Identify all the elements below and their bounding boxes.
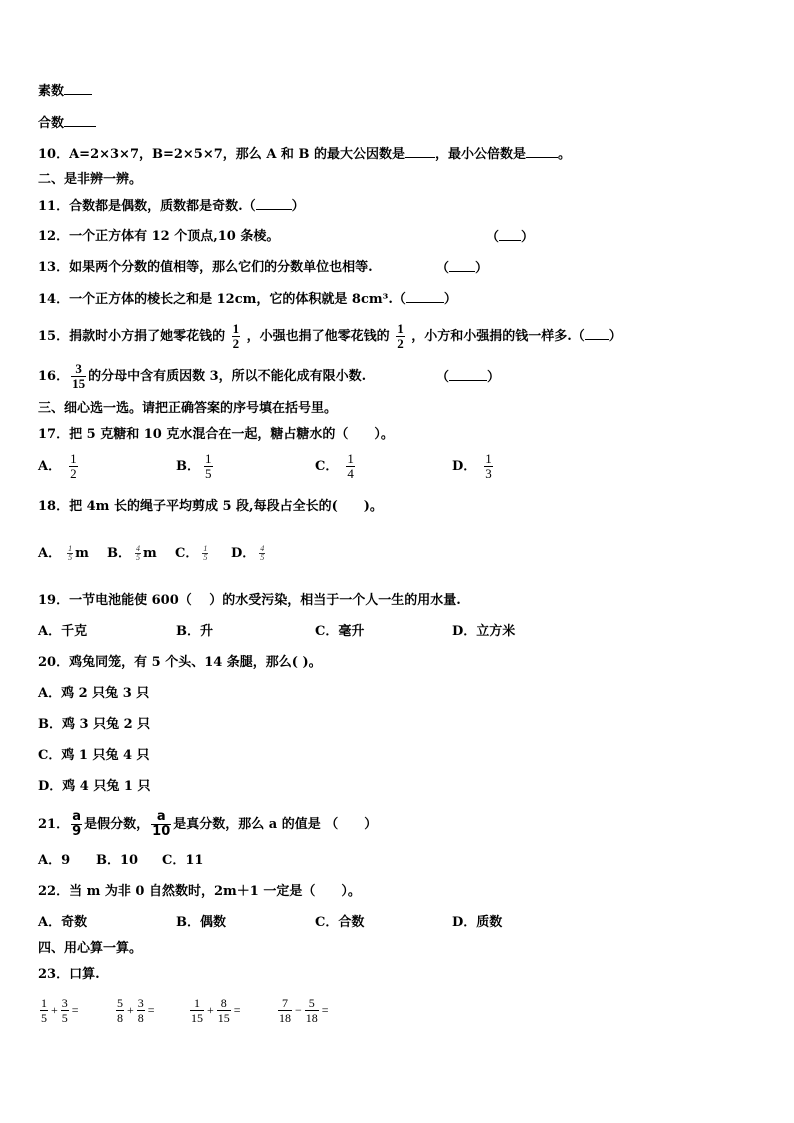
question-10 (38, 145, 571, 164)
q17-option-a[interactable]: A． $\frac{1}{2}$ (38, 451, 77, 481)
q17-option-c[interactable]: C． $\frac{1}{4}$ (315, 451, 354, 481)
q21-fraction-a9: $\frac{a}{9}$ (72, 809, 82, 839)
q15-text-c: ，小方和小强捐的钱一样多.（ (411, 329, 585, 344)
q17-option-b[interactable]: B． $\frac{1}{5}$ (176, 451, 212, 481)
composite-line (38, 114, 96, 133)
q14-answer-blank[interactable] (406, 290, 444, 303)
q18-option-c[interactable]: C． $\frac{1}{5}$ (175, 544, 208, 562)
q12-close: ） (521, 230, 535, 245)
q10-text-b: ，最小公倍数是 (434, 147, 526, 162)
q15-text-b: ，小强也捐了他零花钱的 (246, 329, 390, 344)
q20-option-d[interactable]: D．鸡 4 只兔 1 只 (38, 779, 151, 794)
section-3-heading: 三、细心选一选。请把正确答案的序号填在括号里。 (38, 401, 338, 416)
q15-close: ） (608, 329, 622, 344)
q19-option-a[interactable]: A．千克 (38, 624, 88, 639)
q13-open: （ (436, 261, 450, 276)
question-13 (38, 259, 373, 277)
prime-line (38, 82, 92, 101)
q10-text-c: 。 (558, 147, 572, 162)
question-16 (38, 362, 366, 391)
q14-text: 14．一个正方体的棱长之和是 12cm，它的体积就是 8cm³.（ (38, 292, 406, 307)
calc-item-3: $\frac{1}{15}$ + $\frac{8}{15}$ = (191, 996, 241, 1025)
q12-answer (486, 228, 534, 247)
q11-close: ） (291, 199, 305, 214)
q20-option-b[interactable]: B．鸡 3 只兔 2 只 (38, 717, 151, 732)
q12-answer-blank[interactable] (499, 228, 521, 241)
q21-number: 21． (38, 817, 70, 832)
question-12 (38, 228, 279, 246)
question-19: 19．一节电池能使 600（ ）的水受污染，相当于一个人一生的用水量. (38, 593, 461, 608)
q22-option-b[interactable]: B．偶数 (176, 915, 226, 930)
q21-fraction-a10: $\frac{a}{10}$ (152, 809, 171, 839)
q11-text: 11．合数都是偶数，质数都是奇数.（ (38, 199, 256, 214)
section-4-heading: 四、用心算一算。 (38, 941, 143, 956)
q16-close: ） (487, 370, 501, 385)
calc-item-2: $\frac{5}{8}$ + $\frac{3}{8}$ = (117, 996, 155, 1025)
q16-fraction: $\frac{3}{15}$ (72, 361, 86, 391)
question-21 (38, 810, 377, 839)
section-2-heading: 二、是非辨一辨。 (38, 172, 143, 187)
q22-option-a[interactable]: A．奇数 (38, 915, 88, 930)
q19-option-c[interactable]: C．毫升 (315, 624, 365, 639)
q21-text-b: 是假分数， (84, 817, 150, 832)
q20-option-c[interactable]: C．鸡 1 只兔 4 只 (38, 748, 150, 763)
question-22: 22．当 m 为非 0 自然数时，2m＋1 一定是（ ）。 (38, 884, 361, 899)
q16-open: （ (436, 370, 450, 385)
question-23: 23．口算. (38, 967, 100, 982)
q15-answer-blank[interactable] (585, 327, 609, 340)
q18-option-b[interactable]: B． $\frac{4}{5}$ m (107, 544, 157, 562)
q22-option-d[interactable]: D．质数 (452, 915, 503, 930)
q19-option-b[interactable]: B．升 (176, 624, 213, 639)
q13-close: ） (475, 261, 489, 276)
q13-text: 13．如果两个分数的值相等，那么它们的分数单位也相等. (38, 260, 373, 275)
q13-answer (436, 259, 488, 278)
q16-answer (436, 368, 500, 387)
composite-blank[interactable] (64, 114, 96, 127)
q19-option-d[interactable]: D．立方米 (452, 624, 516, 639)
q20-option-a[interactable]: A．鸡 2 只兔 3 只 (38, 686, 150, 701)
question-14 (38, 290, 457, 309)
q21-text-c: 是真分数，那么 a 的值是 （ ） (173, 817, 378, 832)
q17-option-d[interactable]: D． $\frac{1}{3}$ (452, 451, 492, 481)
q18-option-d[interactable]: D． $\frac{4}{5}$ (231, 544, 265, 562)
q21-option-b[interactable]: B．10 (96, 853, 139, 868)
question-11 (38, 197, 305, 216)
q12-open: （ (486, 230, 500, 245)
q18-option-a[interactable]: A． $\frac{1}{5}$ m (38, 544, 89, 562)
q15-fraction-1: $\frac{1}{2}$ (232, 321, 240, 351)
composite-label: 合数 (38, 116, 65, 131)
q15-fraction-2: $\frac{1}{2}$ (397, 321, 404, 351)
calc-item-1: $\frac{1}{5}$ + $\frac{3}{5}$ = (41, 996, 79, 1025)
prime-label: 素数 (38, 84, 65, 99)
calc-item-4: $\frac{7}{18}$ − $\frac{5}{18}$ = (279, 996, 329, 1025)
q16-number: 16． (38, 369, 70, 384)
question-20: 20．鸡兔同笼，有 5 个头、14 条腿，那么( )。 (38, 655, 322, 670)
question-15 (38, 322, 622, 351)
q10-gcd-blank[interactable] (405, 145, 435, 158)
q12-text: 12．一个正方体有 12 个顶点,10 条棱。 (38, 229, 280, 244)
q21-option-a[interactable]: A．9 (38, 853, 71, 868)
question-18: 18．把 4m 长的绳子平均剪成 5 段,每段占全长的( )。 (38, 499, 383, 514)
q15-text-a: 15．捐款时小方捐了她零花钱的 (38, 329, 226, 344)
q13-answer-blank[interactable] (449, 259, 475, 272)
prime-blank[interactable] (64, 82, 92, 95)
q10-text-a: 10．A=2×3×7，B=2×5×7，那么 A 和 B 的最大公因数是 (38, 147, 405, 162)
q10-lcm-blank[interactable] (526, 145, 558, 158)
q21-option-c[interactable]: C．11 (162, 853, 204, 868)
question-17: 17．把 5 克糖和 10 克水混合在一起，糖占糖水的（ ）。 (38, 427, 394, 442)
q14-close: ） (443, 292, 457, 307)
q11-answer-blank[interactable] (256, 197, 292, 210)
q22-option-c[interactable]: C．合数 (315, 915, 365, 930)
q16-text: 的分母中含有质因数 3，所以不能化成有限小数. (88, 369, 367, 384)
q16-answer-blank[interactable] (449, 368, 487, 381)
